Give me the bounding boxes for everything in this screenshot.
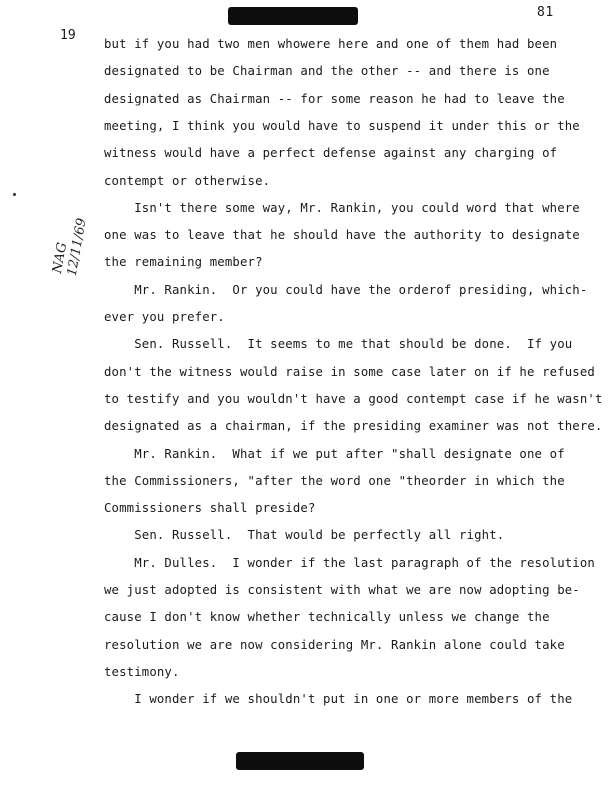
transcript-line: resolution we are now considering Mr. Rankin alone could take <box>104 637 565 652</box>
transcript-line: contempt or otherwise. <box>104 173 271 188</box>
transcript-line: testimony. <box>104 664 180 679</box>
transcript-line: cause I don't know whether technically unless we change the <box>104 610 550 625</box>
transcript-line: Mr. Rankin. What if we put after "shall designate one of <box>104 446 565 461</box>
transcript-line: Sen. Russell. That would be perfectly all right. <box>104 528 505 543</box>
transcript-line: I wonder if we shouldn't put in one or more members of the <box>104 692 573 707</box>
page-number: 81 <box>537 5 554 20</box>
transcript-line: ever you prefer. <box>104 310 225 324</box>
transcript-line: designated to be Chairman and the other -- and there is one <box>104 64 550 79</box>
transcript-line: designated as a chairman, if the presiding examiner was not there. <box>104 419 603 434</box>
transcript-line: meeting, I think you would have to suspend it under this or the <box>104 118 580 133</box>
transcript-line: we just adopted is consistent with what we are now adopting be- <box>104 583 580 597</box>
line-number: 19 <box>60 28 76 43</box>
handwritten-margin-note <box>50 214 90 277</box>
margin-note-initials: NAG <box>50 241 71 275</box>
transcript-line: designated as Chairman -- for some reason he had to leave the <box>104 91 565 106</box>
transcript-line: witness would have a perfect defense against any charging of <box>104 146 558 161</box>
transcript-line: but if you had two men whowere here and one of them had been <box>104 37 558 51</box>
transcript-line: to testify and you wouldn't have a good contempt case if he wasn't <box>104 391 603 406</box>
margin-mark <box>13 193 16 196</box>
transcript-line: Isn't there some way, Mr. Rankin, you could word that where <box>104 200 580 215</box>
transcript-line: the remaining member? <box>104 255 263 270</box>
transcript-line: Mr. Dulles. I wonder if the last paragraph of the resolution <box>104 555 595 570</box>
redaction-bar-bottom <box>236 752 364 770</box>
transcript-line: one was to leave that he should have the authority to designate <box>104 228 580 243</box>
transcript-line: don't the witness would raise in some case later on if he refused <box>104 364 595 379</box>
transcript-line: the Commissioners, "after the word one "theorder in which the <box>104 473 565 488</box>
transcript-line: Sen. Russell. It seems to me that should be done. If you <box>104 337 573 352</box>
margin-note-date: 12/11/69 <box>64 217 90 278</box>
transcript-line: Mr. Rankin. Or you could have the orderof presiding, which- <box>104 282 588 297</box>
redaction-bar-top <box>228 7 358 25</box>
transcript-line: Commissioners shall preside? <box>104 501 316 516</box>
